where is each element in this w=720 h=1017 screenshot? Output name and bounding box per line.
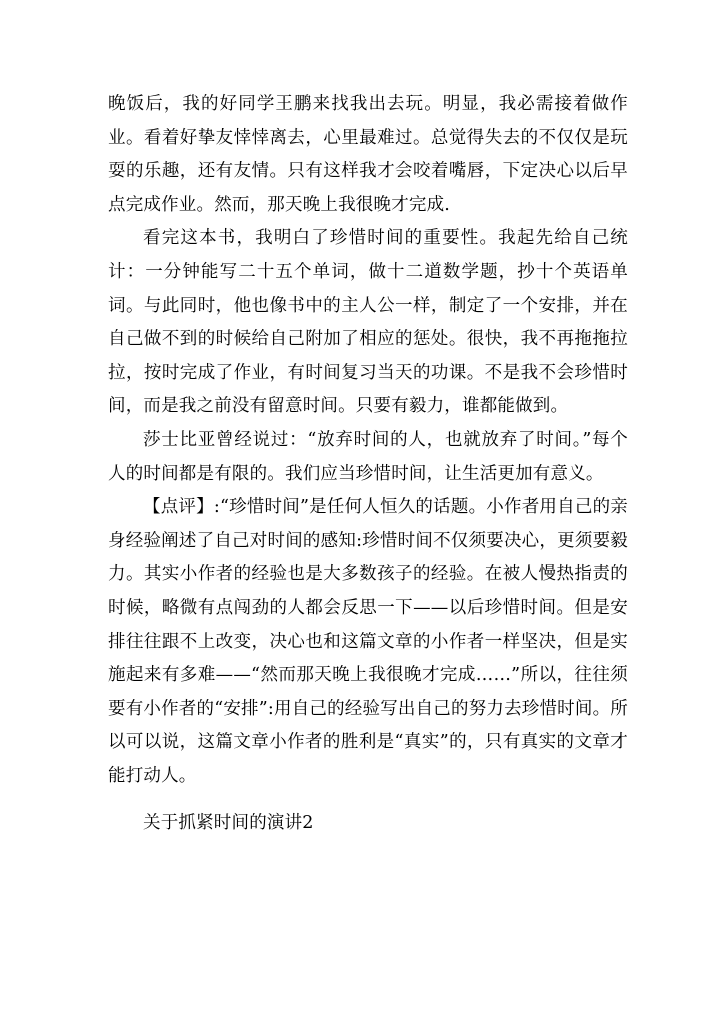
paragraph-2: 看完这本书，我明白了珍惜时间的重要性。我起先给自己统计：一分钟能写二十五个单词，做十二道数学题，抄十个英语单词。与此同时，他也像书中的主人公一样，制定了一个安排，并在自己做不到的时候给自己附加了相应的惩处。很快，我不再拖拖拉拉，按时完成了作业，有时间复习当天的功课。不是我不会珍惜时间，而是我之前没有留意时间。只要有毅力，谁都能做到。 xyxy=(108,228,628,417)
document-page xyxy=(108,88,628,841)
section-title: 关于抓紧时间的演讲2 xyxy=(143,813,314,834)
paragraph-4-commentary: 【点评】:“珍惜时间”是任何人恒久的话题。小作者用自己的亲身经验阐述了自己对时间的感知:珍惜时间不仅须要决心，更须要毅力。其实小作者的经验也是大多数孩子的经验。在被人慢热指责的时候，略微有点闯劲的人都会反思一下——以后珍惜时间。但是安排往往跟不上改变，决心也和这篇文章的小作者一样坚决，但是实施起来有多难——“然而那天晚上我很晚才完成……”所以，往往须要有小作者的“安排”:用自己的经验写出自己的努力去珍惜时间。所以可以说，这篇文章小作者的胜利是“真实”的，只有真实的文章才能打动人。 xyxy=(108,497,628,786)
paragraph-3: 莎士比亚曾经说过：“放弃时间的人，也就放弃了时间。”每个人的时间都是有限的。我们应当珍惜时间，让生活更加有意义。 xyxy=(108,429,628,484)
paragraph-1: 晚饭后，我的好同学王鹏来找我出去玩。明显，我必需接着做作业。看着好挚友悻悻离去，心里最难过。总觉得失去的不仅仅是玩耍的乐趣，还有友情。只有这样我才会咬着嘴唇，下定决心以后早点完成作业。然而，那天晚上我很晚才完成. xyxy=(108,94,628,215)
